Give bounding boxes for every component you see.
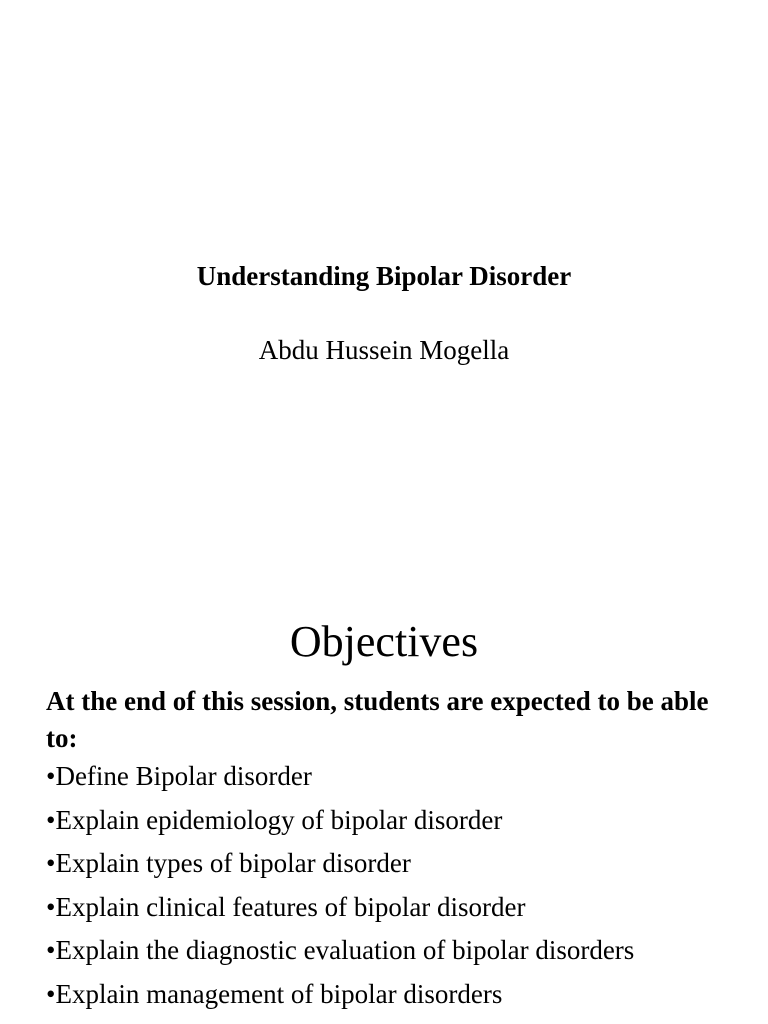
objective-item: • Explain management of bipolar disorders xyxy=(46,979,756,1023)
presentation-title: Understanding Bipolar Disorder xyxy=(196,261,572,291)
slide-heading: Objectives xyxy=(289,617,479,666)
objective-item: • Explain the diagnostic evaluation of bipolar disorders xyxy=(46,935,756,979)
objective-item: • Define Bipolar disorder xyxy=(46,761,756,805)
objectives-intro: At the end of this session, students are expected to be able to: xyxy=(46,686,709,753)
author-name: Abdu Hussein Mogella xyxy=(258,335,510,365)
objective-item: • Explain types of bipolar disorder xyxy=(46,848,756,892)
objective-item: • Explain clinical features of bipolar disorder xyxy=(46,892,756,936)
objectives-list xyxy=(46,761,756,1022)
objective-item: • Explain epidemiology of bipolar disorder xyxy=(46,805,756,849)
